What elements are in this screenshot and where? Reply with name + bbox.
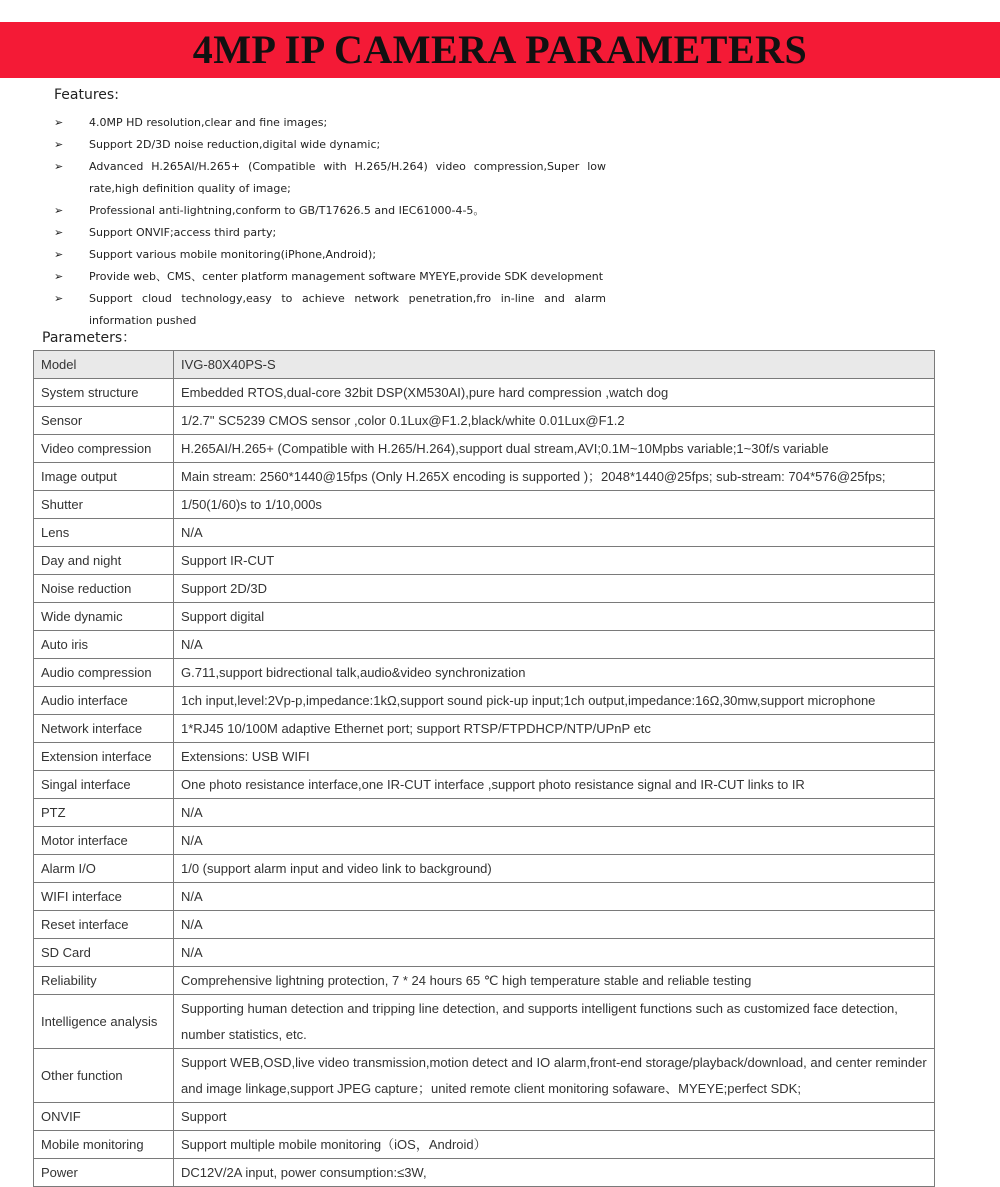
arrow-bullet-icon: ➢ bbox=[54, 292, 64, 305]
param-value: One photo resistance interface,one IR-CUT interface ,support photo resistance signal and IR-CUT links to IR bbox=[174, 771, 935, 799]
feature-item: ➢ Support cloud technology,easy to achieve network penetration,fro in-line and alarm information pushed bbox=[54, 288, 606, 332]
table-row bbox=[34, 939, 935, 967]
param-label: Motor interface bbox=[34, 827, 174, 855]
param-value: Support digital bbox=[174, 603, 935, 631]
param-value: H.265AI/H.265+ (Compatible with H.265/H.264),support dual stream,AVI;0.1M~10Mpbs variable;1~30f/s variable bbox=[174, 435, 935, 463]
param-label: Intelligence analysis bbox=[34, 995, 174, 1049]
arrow-bullet-icon: ➢ bbox=[54, 204, 64, 217]
param-label: Extension interface bbox=[34, 743, 174, 771]
param-label: Audio compression bbox=[34, 659, 174, 687]
param-label: SD Card bbox=[34, 939, 174, 967]
param-value: N/A bbox=[174, 883, 935, 911]
table-row bbox=[34, 659, 935, 687]
table-row bbox=[34, 827, 935, 855]
param-value: N/A bbox=[174, 939, 935, 967]
param-value: Main stream: 2560*1440@15fps (Only H.265X encoding is supported )；2048*1440@25fps; sub-stream: 704*576@25fps; bbox=[174, 463, 935, 491]
arrow-bullet-icon: ➢ bbox=[54, 116, 64, 129]
param-label: Sensor bbox=[34, 407, 174, 435]
param-value: N/A bbox=[174, 631, 935, 659]
param-value: Support 2D/3D bbox=[174, 575, 935, 603]
arrow-bullet-icon: ➢ bbox=[54, 160, 64, 173]
param-label: Singal interface bbox=[34, 771, 174, 799]
arrow-bullet-icon: ➢ bbox=[54, 270, 64, 283]
param-label: Reset interface bbox=[34, 911, 174, 939]
param-value: Supporting human detection and tripping line detection, and supports intelligent functions such as customized face detection, number statistics, etc. bbox=[174, 995, 935, 1049]
table-row bbox=[34, 855, 935, 883]
param-label: PTZ bbox=[34, 799, 174, 827]
table-row bbox=[34, 379, 935, 407]
table-row bbox=[34, 351, 935, 379]
page-title: 4MP IP CAMERA PARAMETERS bbox=[192, 27, 808, 72]
parameters-table bbox=[33, 350, 935, 1187]
param-value: Support bbox=[174, 1103, 935, 1131]
param-label: Audio interface bbox=[34, 687, 174, 715]
feature-item: ➢ Provide web、CMS、center platform management software MYEYE,provide SDK development bbox=[54, 266, 606, 288]
param-value: N/A bbox=[174, 519, 935, 547]
param-label: Noise reduction bbox=[34, 575, 174, 603]
table-row bbox=[34, 603, 935, 631]
table-row bbox=[34, 1103, 935, 1131]
param-label: WIFI interface bbox=[34, 883, 174, 911]
table-row bbox=[34, 883, 935, 911]
param-label: Day and night bbox=[34, 547, 174, 575]
table-row bbox=[34, 1159, 935, 1187]
feature-item: ➢ 4.0MP HD resolution,clear and fine images; bbox=[54, 112, 606, 134]
param-label: Other function bbox=[34, 1049, 174, 1103]
table-row bbox=[34, 631, 935, 659]
param-value: Support WEB,OSD,live video transmission,motion detect and IO alarm,front-end storage/playback/download, and center reminder and image linkage,support JPEG capture；united remote client monitoring sofaware、MYEYE;perfect SDK; bbox=[174, 1049, 935, 1103]
table-row bbox=[34, 743, 935, 771]
param-label: Mobile monitoring bbox=[34, 1131, 174, 1159]
param-label: Shutter bbox=[34, 491, 174, 519]
table-row bbox=[34, 1131, 935, 1159]
table-row bbox=[34, 463, 935, 491]
param-value: 1ch input,level:2Vp-p,impedance:1kΩ,support sound pick-up input;1ch output,impedance:16Ω,30mw,support microphone bbox=[174, 687, 935, 715]
table-row bbox=[34, 911, 935, 939]
param-value: Embedded RTOS,dual-core 32bit DSP(XM530AI),pure hard compression ,watch dog bbox=[174, 379, 935, 407]
param-value: N/A bbox=[174, 911, 935, 939]
param-label: Alarm I/O bbox=[34, 855, 174, 883]
param-label: ONVIF bbox=[34, 1103, 174, 1131]
param-value: Extensions: USB WIFI bbox=[174, 743, 935, 771]
param-value: Comprehensive lightning protection, 7 * 24 hours 65 ℃ high temperature stable and reliable testing bbox=[174, 967, 935, 995]
arrow-bullet-icon: ➢ bbox=[54, 138, 64, 151]
param-label: Power bbox=[34, 1159, 174, 1187]
table-row bbox=[34, 1049, 935, 1103]
param-value: Support IR-CUT bbox=[174, 547, 935, 575]
param-label: System structure bbox=[34, 379, 174, 407]
param-value: DC12V/2A input, power consumption:≤3W, bbox=[174, 1159, 935, 1187]
feature-item: ➢ Professional anti-lightning,conform to GB/T17626.5 and IEC61000-4-5。 bbox=[54, 200, 606, 222]
features-heading: Features: bbox=[54, 87, 119, 103]
parameters-heading: Parameters： bbox=[42, 330, 137, 346]
table-row bbox=[34, 519, 935, 547]
table-row bbox=[34, 715, 935, 743]
table-row bbox=[34, 547, 935, 575]
arrow-bullet-icon: ➢ bbox=[54, 226, 64, 239]
param-value: 1*RJ45 10/100M adaptive Ethernet port; support RTSP/FTPDHCP/NTP/UPnP etc bbox=[174, 715, 935, 743]
param-label: Lens bbox=[34, 519, 174, 547]
table-row bbox=[34, 575, 935, 603]
param-label: Wide dynamic bbox=[34, 603, 174, 631]
param-label: Image output bbox=[34, 463, 174, 491]
table-row bbox=[34, 799, 935, 827]
feature-item: ➢ Advanced H.265AI/H.265+ (Compatible with H.265/H.264) video compression,Super low rate,high definition quality of image; bbox=[54, 156, 606, 200]
features-list bbox=[54, 112, 606, 332]
param-value: N/A bbox=[174, 827, 935, 855]
feature-item: ➢ Support 2D/3D noise reduction,digital wide dynamic; bbox=[54, 134, 606, 156]
param-value: G.711,support bidrectional talk,audio&video synchronization bbox=[174, 659, 935, 687]
param-value: 1/50(1/60)s to 1/10,000s bbox=[174, 491, 935, 519]
table-row bbox=[34, 435, 935, 463]
arrow-bullet-icon: ➢ bbox=[54, 248, 64, 261]
param-value: N/A bbox=[174, 799, 935, 827]
feature-item: ➢ Support various mobile monitoring(iPhone,Android); bbox=[54, 244, 606, 266]
param-label: Model bbox=[34, 351, 174, 379]
table-row bbox=[34, 967, 935, 995]
param-label: Auto iris bbox=[34, 631, 174, 659]
param-value: 1/2.7" SC5239 CMOS sensor ,color 0.1Lux@F1.2,black/white 0.01Lux@F1.2 bbox=[174, 407, 935, 435]
param-value: IVG-80X40PS-S bbox=[174, 351, 935, 379]
table-row bbox=[34, 491, 935, 519]
param-label: Video compression bbox=[34, 435, 174, 463]
param-value: 1/0 (support alarm input and video link to background) bbox=[174, 855, 935, 883]
table-row bbox=[34, 407, 935, 435]
param-label: Network interface bbox=[34, 715, 174, 743]
param-value: Support multiple mobile monitoring（iOS，Android） bbox=[174, 1131, 935, 1159]
table-row bbox=[34, 995, 935, 1049]
param-label: Reliability bbox=[34, 967, 174, 995]
table-row bbox=[34, 687, 935, 715]
feature-item: ➢ Support ONVIF;access third party; bbox=[54, 222, 606, 244]
table-row bbox=[34, 771, 935, 799]
